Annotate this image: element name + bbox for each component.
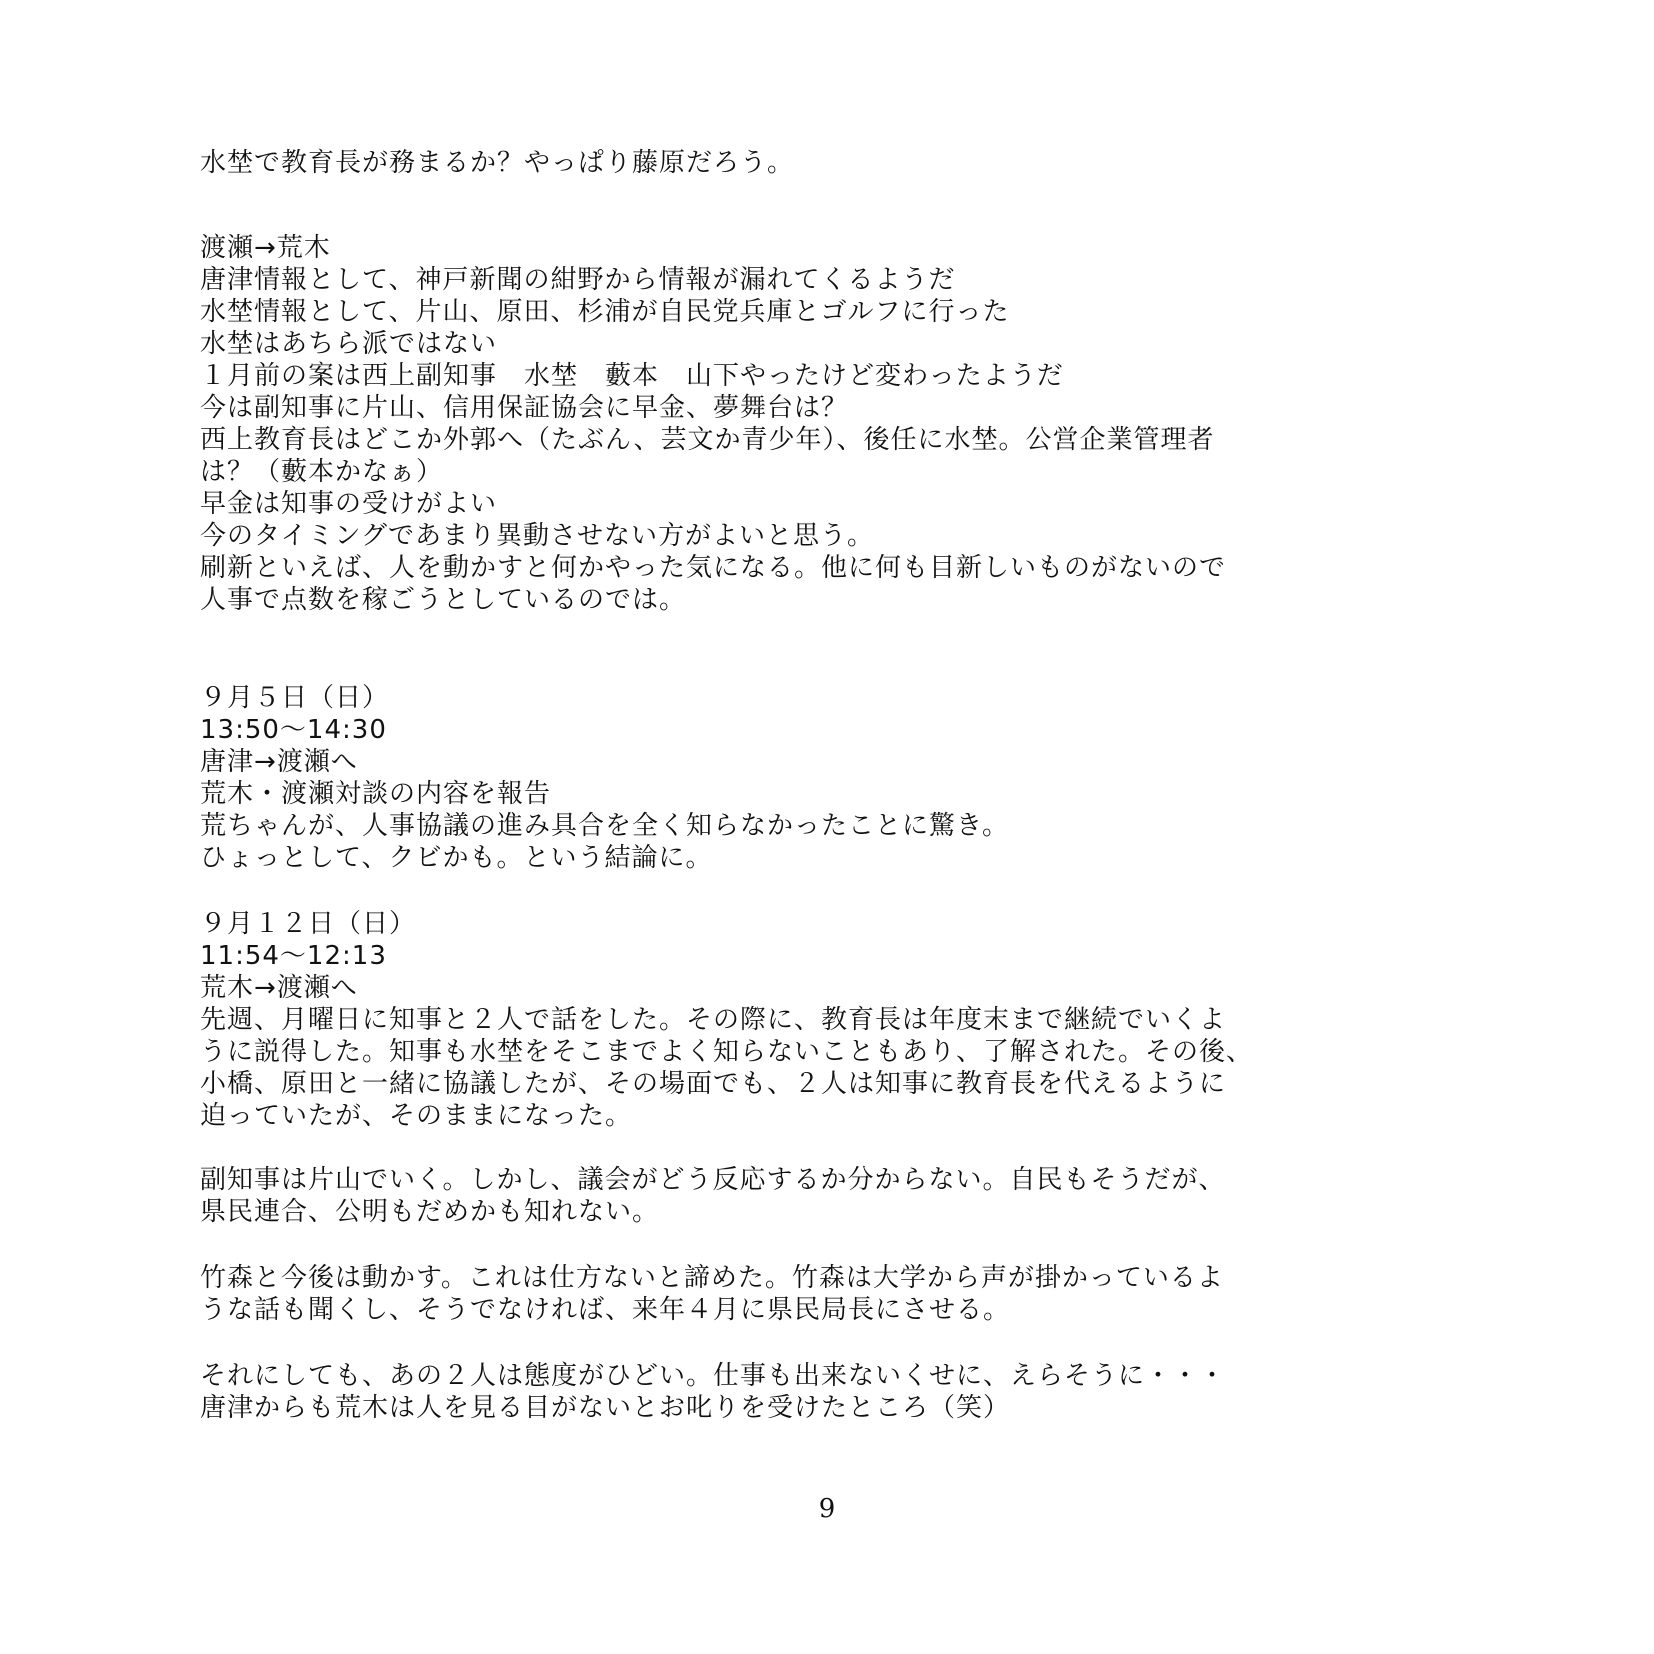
text-line: 唐津からも荒木は人を見る目がないとお叱りを受けたところ（笑） (200, 1393, 1011, 1423)
text-line: 荒木・渡瀬対談の内容を報告 (200, 779, 552, 809)
text-line: 副知事は片山でいく。しかし、議会がどう反応するか分からない。自民もそうだが、 (200, 1165, 1226, 1195)
text-line: ひょっとして、クビかも。という結論に。 (200, 843, 713, 873)
text-line: １月前の案は西上副知事 水埜 藪本 山下やったけど変わったようだ (200, 361, 1064, 391)
text-line: それにしても、あの２人は態度がひどい。仕事も出来ないくせに、えらそうに・・・ (200, 1361, 1227, 1391)
text-line: 水埜で教育長が務まるか？やっぱり藤原だろう。 (200, 148, 795, 178)
text-line: 今は副知事に片山、信用保証協会に早金、夢舞台は？ (200, 393, 849, 423)
page-number: 9 (818, 1494, 836, 1524)
text-line: 今のタイミングであまり異動させない方がよいと思う。 (200, 521, 874, 551)
text-line: は？（藪本かなぁ） (200, 457, 444, 487)
text-line: 西上教育長はどこか外郭へ（たぶん、芸文か青少年）、後任に水埜。公営企業管理者 (200, 425, 1215, 455)
time-range: 11:54〜12:13 (200, 941, 387, 971)
text-line: 荒木→渡瀬へ (200, 973, 358, 1003)
text-line: うな話も聞くし、そうでなければ、来年４月に県民局長にさせる。 (200, 1295, 1011, 1325)
text-line: 唐津情報として、神戸新聞の紺野から情報が漏れてくるようだ (200, 265, 956, 295)
text-line: 早金は知事の受けがよい (200, 489, 498, 519)
text-line: うに説得した。知事も水埜をそこまでよく知らないこともあり、了解された。その後、 (200, 1037, 1254, 1067)
text-line: 人事で点数を稼ごうとしているのでは。 (200, 585, 687, 615)
text-line: 唐津→渡瀬へ (200, 747, 358, 777)
text-line: 刷新といえば、人を動かすと何かやった気になる。他に何も目新しいものがないので (200, 553, 1227, 583)
text-line: 水埜情報として、片山、原田、杉浦が自民党兵庫とゴルフに行った (200, 297, 1010, 327)
date-heading: ９月５日（日） (200, 683, 390, 713)
text-line: 先週、月曜日に知事と２人で話をした。その際に、教育長は年度末まで継続でいくよ (200, 1005, 1227, 1035)
text-line: 水埜はあちら派ではない (200, 329, 498, 359)
text-line: 小橋、原田と一緒に協議したが、その場面でも、２人は知事に教育長を代えるように (200, 1069, 1227, 1099)
text-line: 県民連合、公明もだめかも知れない。 (200, 1197, 660, 1227)
text-line: 迫っていたが、そのままになった。 (200, 1101, 633, 1131)
text-line: 渡瀬→荒木 (200, 233, 331, 263)
text-line: 荒ちゃんが、人事協議の進み具合を全く知らなかったことに驚き。 (200, 811, 1009, 841)
text-line: 竹森と今後は動かす。これは仕方ないと諦めた。竹森は大学から声が掛かっているよ (200, 1263, 1224, 1293)
time-range: 13:50〜14:30 (200, 715, 387, 745)
date-heading: ９月１２日（日） (200, 909, 417, 939)
